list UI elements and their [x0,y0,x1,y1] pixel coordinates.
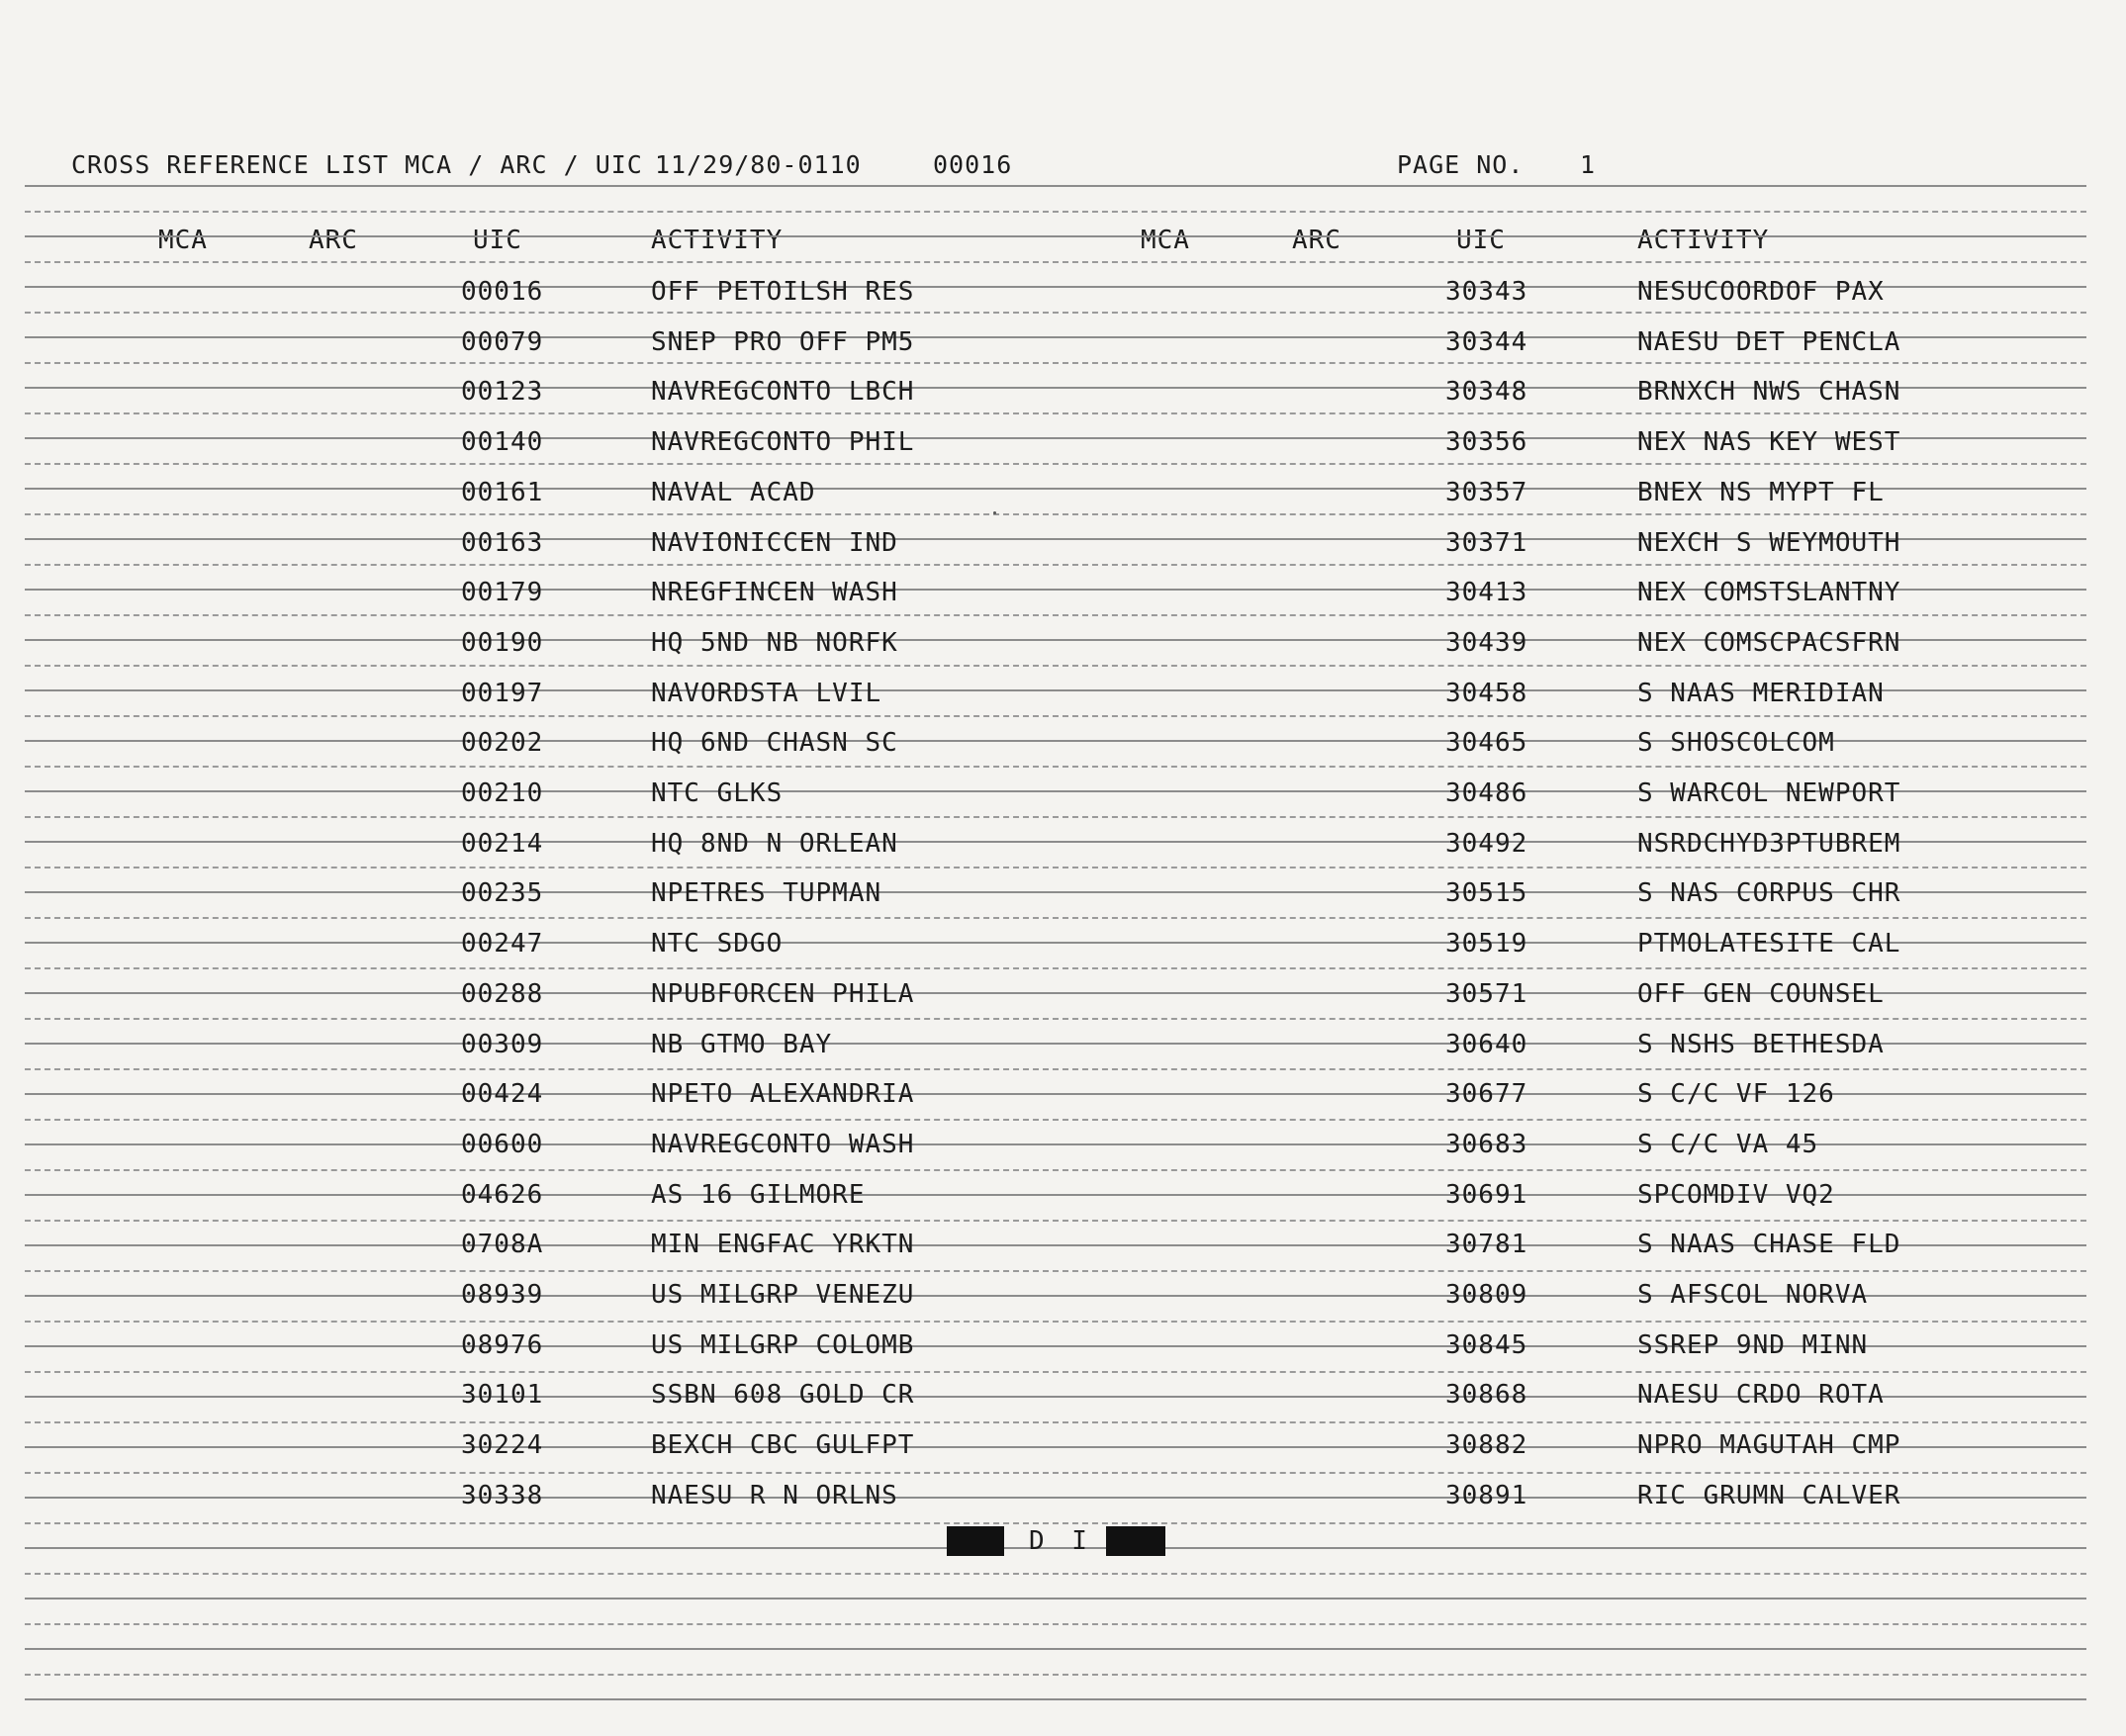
uic-left-cell: 00179 [461,578,544,607]
activity-right-cell: NEX COMSCPACSFRN [1637,628,1901,658]
activity-right-cell: S C/C VF 126 [1637,1079,1835,1109]
column-header-uic-right: UIC [1456,226,1506,255]
activity-left-cell: SNEP PRO OFF PM5 [651,327,915,357]
ruled-line [25,1421,2086,1423]
activity-left-cell: SSBN 608 GOLD CR [651,1380,915,1410]
footer-block-right [1106,1526,1165,1556]
activity-right-cell: S AFSCOL NORVA [1637,1280,1869,1310]
uic-left-cell: 30338 [461,1481,544,1510]
uic-right-cell: 30640 [1445,1030,1528,1059]
ruled-line [25,766,2086,768]
ruled-line [25,261,2086,263]
uic-right-cell: 30868 [1445,1380,1528,1410]
activity-right-cell: SSREP 9ND MINN [1637,1330,1869,1360]
ruled-line [25,564,2086,566]
ruled-line [25,235,2086,237]
activity-right-cell: NEXCH S WEYMOUTH [1637,528,1901,558]
ruled-line [25,312,2086,314]
ruled-line [25,1522,2086,1524]
column-header-mca-right: MCA [1141,226,1190,255]
activity-left-cell: NTC SDGO [651,929,784,959]
activity-left-cell: HQ 8ND N ORLEAN [651,829,898,859]
uic-right-cell: 30845 [1445,1330,1528,1360]
activity-left-cell: NAVREGCONTO LBCH [651,377,915,407]
uic-right-cell: 30348 [1445,377,1528,407]
activity-left-cell: BEXCH CBC GULFPT [651,1430,915,1460]
uic-left-cell: 00202 [461,728,544,758]
footer-block-left [947,1526,1004,1556]
uic-right-cell: 30344 [1445,327,1528,357]
activity-left-cell: NB GTMO BAY [651,1030,833,1059]
uic-right-cell: 30492 [1445,829,1528,859]
uic-left-cell: 00123 [461,377,544,407]
uic-left-cell: 08976 [461,1330,544,1360]
uic-left-cell: 00235 [461,878,544,908]
ruled-line [25,1220,2086,1222]
activity-right-cell: S NSHS BETHESDA [1637,1030,1885,1059]
column-header-arc-left: ARC [309,226,358,255]
activity-right-cell: NAESU DET PENCLA [1637,327,1901,357]
activity-right-cell: S NAAS CHASE FLD [1637,1230,1901,1259]
uic-right-cell: 30371 [1445,528,1528,558]
uic-left-cell: 00288 [461,979,544,1009]
uic-right-cell: 30439 [1445,628,1528,658]
report-date-code: 11/29/80-0110 [655,150,862,179]
column-header-activity-right: ACTIVITY [1637,226,1770,255]
activity-left-cell: NTC GLKS [651,778,784,808]
activity-left-cell: NAESU R N ORLNS [651,1481,898,1510]
activity-right-cell: S NAAS MERIDIAN [1637,679,1885,708]
uic-right-cell: 30357 [1445,478,1528,507]
uic-left-cell: 04626 [461,1180,544,1210]
uic-right-cell: 30356 [1445,427,1528,457]
ruled-line [25,412,2086,414]
ruled-line [25,1573,2086,1575]
activity-left-cell: NPUBFORCEN PHILA [651,979,915,1009]
activity-left-cell: OFF PETOILSH RES [651,277,915,307]
ruled-line [25,867,2086,868]
activity-left-cell: HQ 6ND CHASN SC [651,728,898,758]
uic-right-cell: 30343 [1445,277,1528,307]
ruled-line [25,1598,2086,1599]
activity-right-cell: S SHOSCOLCOM [1637,728,1835,758]
activity-right-cell: NSRDCHYD3PTUBREM [1637,829,1901,859]
activity-left-cell: AS 16 GILMORE [651,1180,866,1210]
uic-left-cell: 00214 [461,829,544,859]
uic-left-cell: 00016 [461,277,544,307]
ruled-line [25,1119,2086,1121]
activity-left-cell: NAVORDSTA LVIL [651,679,882,708]
uic-left-cell: 00309 [461,1030,544,1059]
uic-right-cell: 30458 [1445,679,1528,708]
uic-left-cell: 00210 [461,778,544,808]
ruled-line [25,1018,2086,1020]
uic-left-cell: 30101 [461,1380,544,1410]
activity-right-cell: SPCOMDIV VQ2 [1637,1180,1835,1210]
ruled-line [25,185,2086,187]
activity-right-cell: BRNXCH NWS CHASN [1637,377,1901,407]
uic-right-cell: 30486 [1445,778,1528,808]
uic-left-cell: 00197 [461,679,544,708]
activity-left-cell: NAVAL ACAD [651,478,816,507]
activity-right-cell: BNEX NS MYPT FL [1637,478,1885,507]
uic-left-cell: 08939 [461,1280,544,1310]
activity-left-cell: US MILGRP VENEZU [651,1280,915,1310]
page-number: 1 [1580,150,1597,179]
ruled-line [25,967,2086,969]
ruled-line [25,513,2086,515]
uic-left-cell: 00140 [461,427,544,457]
activity-right-cell: NESUCOORDOF PAX [1637,277,1885,307]
scan-speck [993,511,996,514]
activity-left-cell: NREGFINCEN WASH [651,578,898,607]
uic-right-cell: 30465 [1445,728,1528,758]
ruled-line [25,463,2086,465]
ruled-line [25,715,2086,717]
activity-right-cell: S NAS CORPUS CHR [1637,878,1901,908]
ruled-line [25,614,2086,616]
uic-left-cell: 00600 [461,1130,544,1159]
uic-left-cell: 00161 [461,478,544,507]
column-header-activity-left: ACTIVITY [651,226,784,255]
page-label: PAGE NO. [1397,150,1525,179]
uic-left-cell: 00247 [461,929,544,959]
uic-left-cell: 00163 [461,528,544,558]
ruled-line [25,1068,2086,1070]
activity-right-cell: NEX NAS KEY WEST [1637,427,1901,457]
activity-left-cell: MIN ENGFAC YRKTN [651,1230,915,1259]
ruled-line [25,1169,2086,1171]
report-code: 00016 [933,150,1013,179]
activity-left-cell: NPETO ALEXANDRIA [651,1079,915,1109]
activity-left-cell: HQ 5ND NB NORFK [651,628,898,658]
activity-left-cell: NAVIONICCEN IND [651,528,898,558]
uic-left-cell: 00424 [461,1079,544,1109]
uic-right-cell: 30691 [1445,1180,1528,1210]
ruled-line [25,816,2086,818]
uic-right-cell: 30519 [1445,929,1528,959]
activity-right-cell: RIC GRUMN CALVER [1637,1481,1901,1510]
activity-left-cell: US MILGRP COLOMB [651,1330,915,1360]
uic-left-cell: 0708A [461,1230,544,1259]
uic-left-cell: 30224 [461,1430,544,1460]
uic-left-cell: 00079 [461,327,544,357]
ruled-line [25,1270,2086,1272]
ruled-line [25,1623,2086,1625]
uic-right-cell: 30683 [1445,1130,1528,1159]
activity-left-cell: NAVREGCONTO PHIL [651,427,915,457]
uic-right-cell: 30515 [1445,878,1528,908]
activity-right-cell: S WARCOL NEWPORT [1637,778,1901,808]
ruled-line [25,211,2086,213]
uic-right-cell: 30413 [1445,578,1528,607]
activity-left-cell: NPETRES TUPMAN [651,878,882,908]
uic-right-cell: 30891 [1445,1481,1528,1510]
ruled-line [25,917,2086,919]
activity-right-cell: NAESU CRDO ROTA [1637,1380,1885,1410]
column-header-arc-right: ARC [1292,226,1341,255]
activity-left-cell: NAVREGCONTO WASH [651,1130,915,1159]
activity-right-cell: OFF GEN COUNSEL [1637,979,1885,1009]
ruled-line [25,362,2086,364]
ruled-line [25,1698,2086,1700]
uic-left-cell: 00190 [461,628,544,658]
ruled-line [25,1648,2086,1650]
ruled-line [25,1321,2086,1323]
uic-right-cell: 30809 [1445,1280,1528,1310]
ruled-line [25,1371,2086,1373]
uic-right-cell: 30882 [1445,1430,1528,1460]
report-title: CROSS REFERENCE LIST MCA / ARC / UIC [71,150,643,179]
ruled-line [25,1674,2086,1676]
uic-right-cell: 30677 [1445,1079,1528,1109]
ruled-line [25,1472,2086,1474]
activity-right-cell: NPRO MAGUTAH CMP [1637,1430,1901,1460]
footer-text: D I [1029,1526,1093,1556]
activity-right-cell: NEX COMSTSLANTNY [1637,578,1901,607]
column-header-uic-left: UIC [473,226,522,255]
uic-right-cell: 30571 [1445,979,1528,1009]
uic-right-cell: 30781 [1445,1230,1528,1259]
column-header-mca-left: MCA [158,226,208,255]
activity-right-cell: PTMOLATESITE CAL [1637,929,1901,959]
activity-right-cell: S C/C VA 45 [1637,1130,1819,1159]
ruled-line [25,665,2086,667]
